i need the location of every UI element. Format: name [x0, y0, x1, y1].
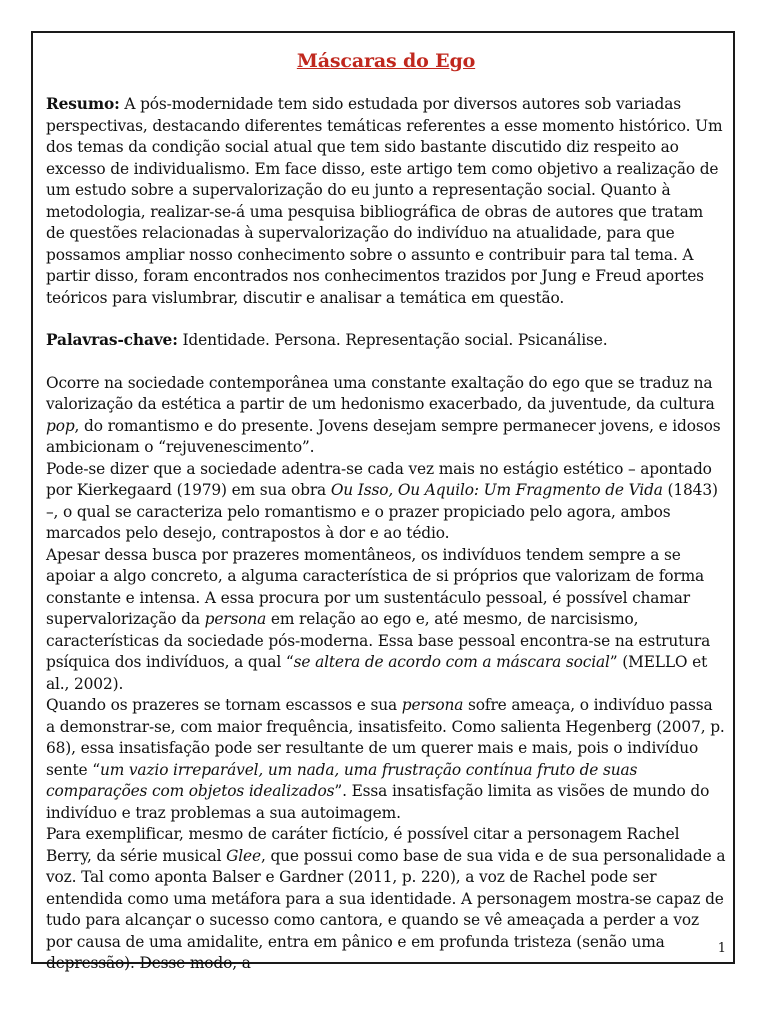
text-run: sofre ameaça, o indivíduo passa a demonstrar-se, com maior frequência, insatisfeito. Como salienta Hegenberg (2007, p. 68), essa insatisfação pode ser resultante de um querer mais e mais, pois o indivíduo sente “: [46, 696, 725, 779]
text-run: , que possui como base de sua vida e de sua personalidade a voz. Tal como aponta Balser e Gardner (2011, p. 220), a voz de Rachel pode ser entendida como uma metáfora para a sua identidade. A personagem mostra-se capaz de tudo para alcançar o sucesso como cantora, e quando se vê ameaçada a perder a voz por causa de uma amidalite, entra em pânico e em profunda tristeza (senão uma depressão). Desse modo, a: [46, 846, 726, 972]
text-run: , do romantismo e do presente. Jovens desejam sempre permanecer jovens, e idosos ambicionam o “rejuvenescimento”.: [46, 416, 721, 456]
text-run: Quando os prazeres se tornam escassos e sua: [46, 696, 402, 714]
italic-term: Glee: [226, 846, 261, 865]
text-run: (1843) –, o qual se caracteriza pelo romantismo e o prazer propiciado pelo agora, ambos marcados pelo desejo, contrapostos à dor e ao tédio.: [46, 481, 718, 542]
text-run: ”. Essa insatisfação limita as visões de mundo do indivíduo e traz problemas a sua autoimagem.: [46, 782, 710, 822]
keywords-text: Identidade. Persona. Representação social. Psicanálise.: [177, 331, 608, 349]
body-paragraph-4: [46, 695, 726, 824]
body-paragraph-1: [46, 373, 726, 459]
keywords: [46, 330, 726, 352]
body-paragraph-3: [46, 545, 726, 696]
document-body: [46, 48, 726, 975]
body-paragraph-5: [46, 824, 726, 975]
italic-term: persona: [401, 696, 464, 714]
text-run: Apesar dessa busca por prazeres momentâneos, os indivíduos tendem sempre a se apoiar a algo concreto, a alguma característica de si próprios que valorizam de forma constante e intensa. A essa procura por um sustentáculo pessoal, é possível chamar supervalorização da: [46, 545, 705, 628]
body-paragraph-2: [46, 459, 726, 545]
italic-quote: um vazio irreparável, um nada, uma frustração contínua fruto de suas comparações com objetos idealizados: [46, 760, 638, 800]
text-run: ” (MELLO et al., 2002).: [46, 653, 708, 693]
text-run: Ocorre na sociedade contemporânea uma constante exaltação do ego que se traduz na valorização da estética a partir de um hedonismo exacerbado, da juventude, da cultura: [46, 373, 715, 413]
page-title: Máscaras do Ego: [296, 50, 476, 72]
text-run: em relação ao ego e, até mesmo, de narcisismo, características da sociedade pós-moderna. Essa base pessoal encontra-se na estrutura psíquica dos indivíduos, a qual “: [46, 610, 711, 671]
abstract: [46, 94, 726, 309]
page-number: 1: [717, 941, 726, 956]
spacer: [46, 309, 726, 330]
italic-work-title: Ou Isso, Ou Aquilo: Um Fragmento de Vida: [330, 481, 663, 499]
italic-quote: se altera de acordo com a máscara social: [293, 653, 610, 671]
italic-term: persona: [204, 610, 267, 628]
text-run: Para exemplificar, mesmo de caráter fictício, é possível citar a personagem Rachel Berry, da série musical: [46, 825, 680, 865]
abstract-label: Resumo:: [46, 95, 120, 113]
spacer: [46, 352, 726, 373]
text-run: Pode-se dizer que a sociedade adentra-se cada vez mais no estágio estético – apontado por Kierkegaard (1979) em sua obra: [46, 459, 712, 499]
keywords-label: Palavras-chave:: [46, 331, 178, 349]
italic-term: pop: [46, 416, 75, 435]
abstract-text: A pós-modernidade tem sido estudada por diversos autores sob variadas perspectivas, destacando diferentes temáticas referentes a esse momento histórico. Um dos temas da condição social atual que tem sido bastante discutido diz respeito ao excesso de individualismo. Em face disso, este artigo tem como objetivo a realização de um estudo sobre a supervalorização do eu junto a representação social. Quanto à metodologia, realizar-se-á uma pesquisa bibliográfica de obras de autores que tratam de questões relacionadas à supervalorização do indivíduo na atualidade, para que possamos ampliar nosso conhecimento sobre o assunto e contribuir para tal tema. A partir disso, foram encontrados nos conhecimentos trazidos por Jung e Freud aportes teóricos para vislumbrar, discutir e analisar a temática em questão.: [46, 95, 723, 307]
